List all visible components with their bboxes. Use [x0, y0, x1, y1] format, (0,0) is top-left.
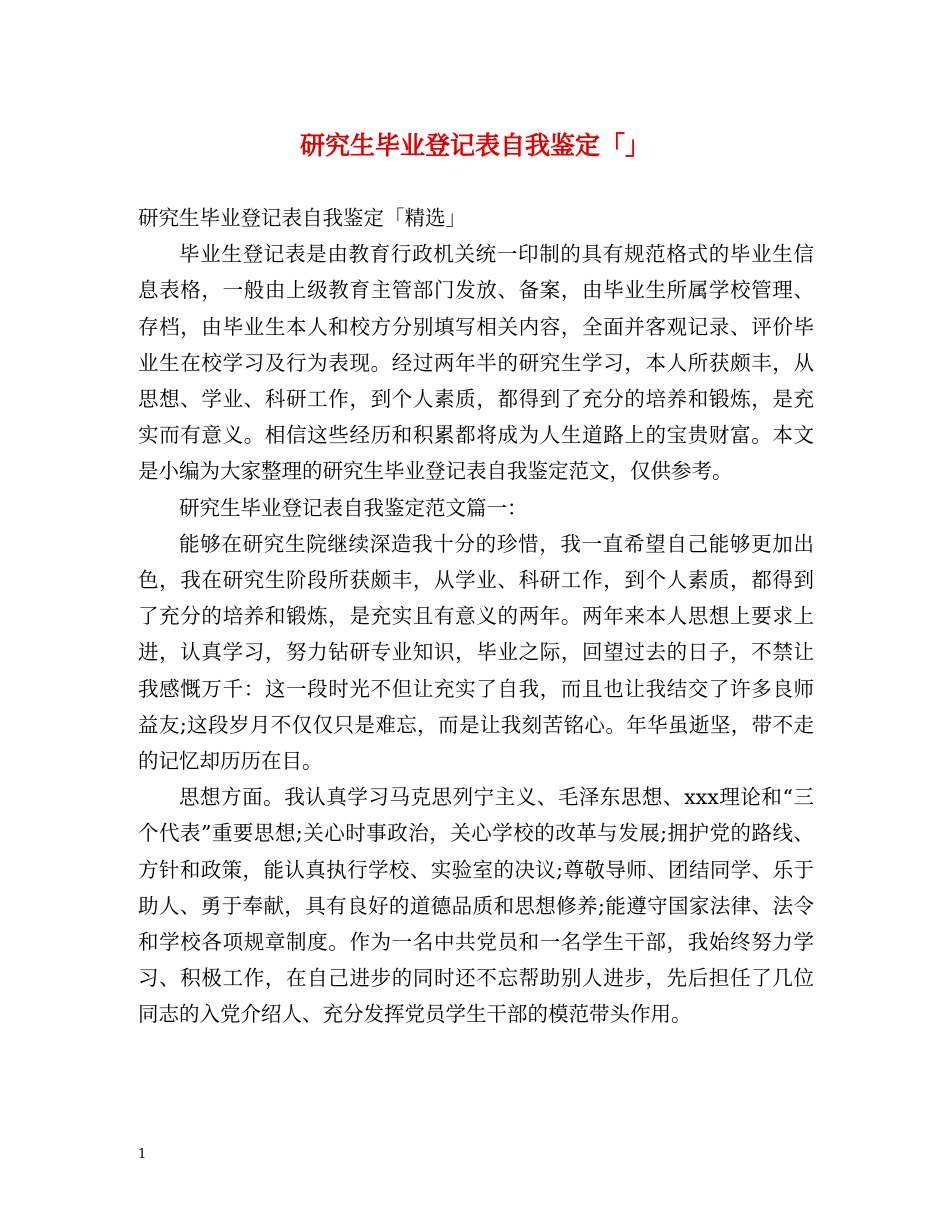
- document-body: [138, 200, 814, 1033]
- page-number: 1: [138, 1147, 147, 1162]
- paragraph-intro: 毕业生登记表是由教育行政机关统一印制的具有规范格式的毕业生信息表格，一般由上级教育主管部门发放、备案，由毕业生所属学校管理、存档，由毕业生本人和校方分别填写相关内容，全面并客观记录、评价毕业生在校学习及行为表现。经过两年半的研究生学习，本人所获颇丰，从思想、学业、科研工作，到个人素质，都得到了充分的培养和锻炼，是充实而有意义。相信这些经历和积累都将成为人生道路上的宝贵财富。本文是小编为大家整理的研究生毕业登记表自我鉴定范文，仅供参考。: [138, 242, 814, 484]
- paragraph-section-heading: 研究生毕业登记表自我鉴定范文篇一：: [179, 495, 528, 520]
- paragraph-body: 能够在研究生院继续深造我十分的珍惜，我一直希望自己能够更加出色，我在研究生阶段所获颇丰，从学业、科研工作，到个人素质，都得到了充分的培养和锻炼，是充实且有意义的两年。两年来本人思想上要求上进，认真学习，努力钻研专业知识，毕业之际，回望过去的日子，不禁让我感慨万千：这一段时光不但让充实了自我，而且也让我结交了许多良师益友;这段岁月不仅仅只是难忘，而是让我刻苦铭心。年华虽逝坚，带不走的记忆却历历在目。: [138, 531, 814, 774]
- paragraph-subtitle: 研究生毕业登记表自我鉴定「精选」: [138, 206, 466, 230]
- paragraph-body: 思想方面。我认真学习马克思列宁主义、毛泽东思想、xxx理论和“三个代表”重要思想;关心时事政治，关心学校的改革与发展;拥护党的路线、方针和政策，能认真执行学校、实验室的决议;尊敬导师、团结同学、乐于助人、勇于奉献，具有良好的道德品质和思想修养;能遵守国家法律、法令和学校各项规章制度。作为一名中共党员和一名学生干部，我始终努力学习、积极工作，在自己进步的同时还不忘帮助别人进步，先后担任了几位同志的入党介绍人、充分发挥党员学生干部的模范带头作用。: [138, 785, 814, 1027]
- document-title: 研究生毕业登记表自我鉴定「」: [299, 131, 650, 160]
